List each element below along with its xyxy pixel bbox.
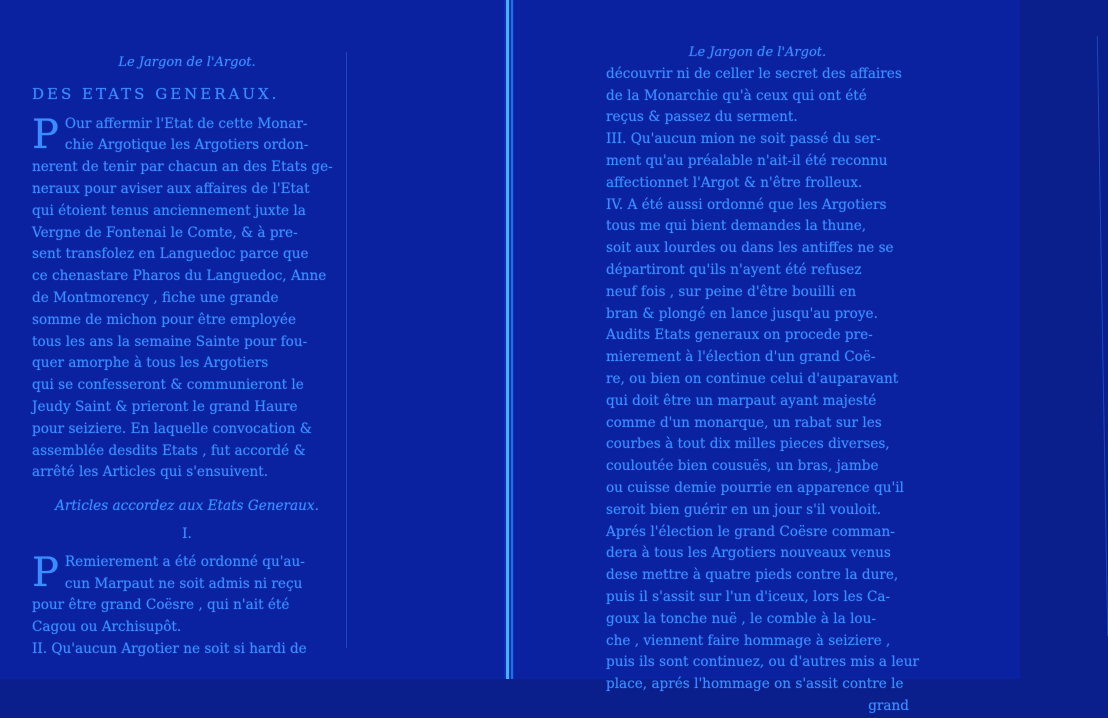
right-paragraph-line: qui doit être un marpaut ayant majesté xyxy=(606,392,877,409)
right-paragraph-line: Aprés l'élection le grand Coësre comman- xyxy=(606,523,895,540)
book-gutter xyxy=(504,0,514,679)
paragraph-1-line: de Montmorency , fiche une grande xyxy=(32,289,279,306)
drop-cap-2: P xyxy=(32,549,59,596)
right-paragraph-line: mierement à l'élection d'un grand Coë- xyxy=(606,349,876,366)
section-title: DES ETATS GENERAUX. xyxy=(32,84,280,103)
paragraph-1 xyxy=(32,111,342,485)
paragraph-1-line: Jeudy Saint & prieront le grand Haure xyxy=(32,398,298,415)
drop-cap: P xyxy=(32,111,59,158)
paragraph-1-line: arrêté les Articles qui s'ensuivent. xyxy=(32,464,269,481)
paragraph-1-lines xyxy=(32,111,342,485)
right-paragraph-line: dese mettre à quatre pieds contre la dure, xyxy=(606,567,899,584)
right-paragraph-line: ment qu'au préalable n'ait-il été reconnu xyxy=(606,152,888,169)
paragraph-2-line: cun Marpaut ne soit admis ni reçu xyxy=(64,575,303,592)
paragraph-2-lines xyxy=(32,549,342,639)
gutter-shadow xyxy=(511,0,513,679)
right-paragraph-line: comme d'un monarque, un rabat sur les xyxy=(606,414,882,431)
right-paragraph-line: III. Qu'aucun mion ne soit passé du ser- xyxy=(606,131,881,148)
left-text-block xyxy=(32,52,342,661)
paragraph-1-line: neraux pour aviser aux affaires de l'Etat xyxy=(32,180,310,197)
right-paragraph-line: goux la tonche nuë , le comble à la lou- xyxy=(606,610,876,627)
right-paragraph-line: IV. A été aussi ordonné que les Argotiers xyxy=(606,196,887,213)
paragraph-1-line: Vergne de Fontenai le Comte, & à pre- xyxy=(32,224,298,241)
paragraph-1-line: assemblée desdits Etats , fut accordé & xyxy=(32,442,306,459)
running-head-right: Le Jargon de l'Argot. xyxy=(688,45,827,60)
page-edge-line xyxy=(1097,36,1108,636)
running-head: Le Jargon de l'Argot. xyxy=(118,55,256,70)
paragraph-1-line: pour seiziere. En laquelle convocation & xyxy=(32,420,312,437)
right-paragraph-line: affectionnet l'Argot & n'être frolleux. xyxy=(606,174,863,191)
paragraph-2 xyxy=(32,549,342,639)
paragraph-2-line: Cagou ou Archisupôt. xyxy=(32,619,182,636)
paragraph-2-line: Remierement a été ordonné qu'au- xyxy=(64,553,305,570)
right-paragraph-line: puis il s'assit sur l'un d'iceux, lors les Ca- xyxy=(606,588,891,605)
catchword: grand xyxy=(868,697,909,714)
right-paragraph-line: départiront qu'ils n'ayent été refusez xyxy=(606,261,862,278)
right-paragraph-line: neuf fois , sur peine d'être bouilli en xyxy=(606,283,857,300)
paragraph-1-line: Our affermir l'Etat de cette Monar- xyxy=(64,115,308,132)
paragraph-1-line: quer amorphe à tous les Argotiers xyxy=(32,355,269,372)
right-paragraph-line: puis ils sont continuez, ou d'autres mis a leur xyxy=(606,654,919,671)
right-paragraph-lines xyxy=(606,64,919,696)
right-paragraph-line: de la Monarchie qu'à ceux qui ont été xyxy=(606,87,867,104)
right-paragraph-line: ou cuisse demie pourrie en apparence qu'il xyxy=(606,479,904,496)
paragraph-2-line: pour être grand Coësre , qui n'ait été xyxy=(32,597,290,614)
right-paragraph-line: reçus & passez du serment. xyxy=(606,109,798,126)
right-paragraph-line: Audits Etats generaux on procede pre- xyxy=(606,327,873,344)
paragraph-1-line: tous les ans la semaine Sainte pour fou- xyxy=(32,333,308,350)
paragraph-1-line: ce chenastare Pharos du Languedoc, Anne xyxy=(32,268,327,285)
paragraph-3 xyxy=(32,639,342,661)
right-paragraph-line: couloutée bien cousuës, un bras, jambe xyxy=(606,458,879,475)
right-paragraph-line: soit aux lourdes ou dans les antiffes ne se xyxy=(606,240,894,257)
left-page xyxy=(0,0,504,679)
paragraph-3-line: II. Qu'aucun Argotier ne soit si hardi de xyxy=(32,640,307,657)
paragraph-1-line: qui se confesseront & communieront le xyxy=(32,377,304,394)
right-paragraph-line: che , viennent faire hommage à seiziere , xyxy=(606,632,891,649)
paragraph-1-line: nerent de tenir par chacun an des Etats ge- xyxy=(32,159,333,176)
paragraph-1-line: sent transfolez en Languedoc parce que xyxy=(32,246,309,263)
page-fold-line xyxy=(346,52,347,648)
paragraph-1-line: chie Argotique les Argotiers ordon- xyxy=(64,137,309,154)
articles-subhead: Articles accordez aux Etats Generaux. xyxy=(55,498,319,515)
right-paragraph-line: dera à tous les Argotiers nouveaux venus xyxy=(606,545,891,562)
right-paragraph-line: re, ou bien on continue celui d'auparavant xyxy=(606,370,899,387)
right-paragraph-line: tous me qui bient demandes la thune, xyxy=(606,218,867,235)
right-paragraph-line: place, aprés l'hommage on s'assit contre le xyxy=(606,676,904,693)
article-number: I. xyxy=(182,525,192,542)
right-page xyxy=(514,0,1020,714)
gutter-highlight xyxy=(506,0,509,679)
right-text-block xyxy=(606,42,919,718)
right-paragraph-line: seroit bien guérir en un jour s'il vouloit. xyxy=(606,501,882,518)
paragraph-1-line: qui étoient tenus anciennement juxte la xyxy=(32,202,306,219)
paragraph-1-line: somme de michon pour être employée xyxy=(32,311,297,328)
right-paragraph-line: bran & plongé en lance jusqu'au proye. xyxy=(606,305,878,322)
right-paragraph-line: courbes à tout dix milles pieces diverses, xyxy=(606,436,890,453)
right-paragraph-line: découvrir ni de celler le secret des affaires xyxy=(606,65,902,82)
